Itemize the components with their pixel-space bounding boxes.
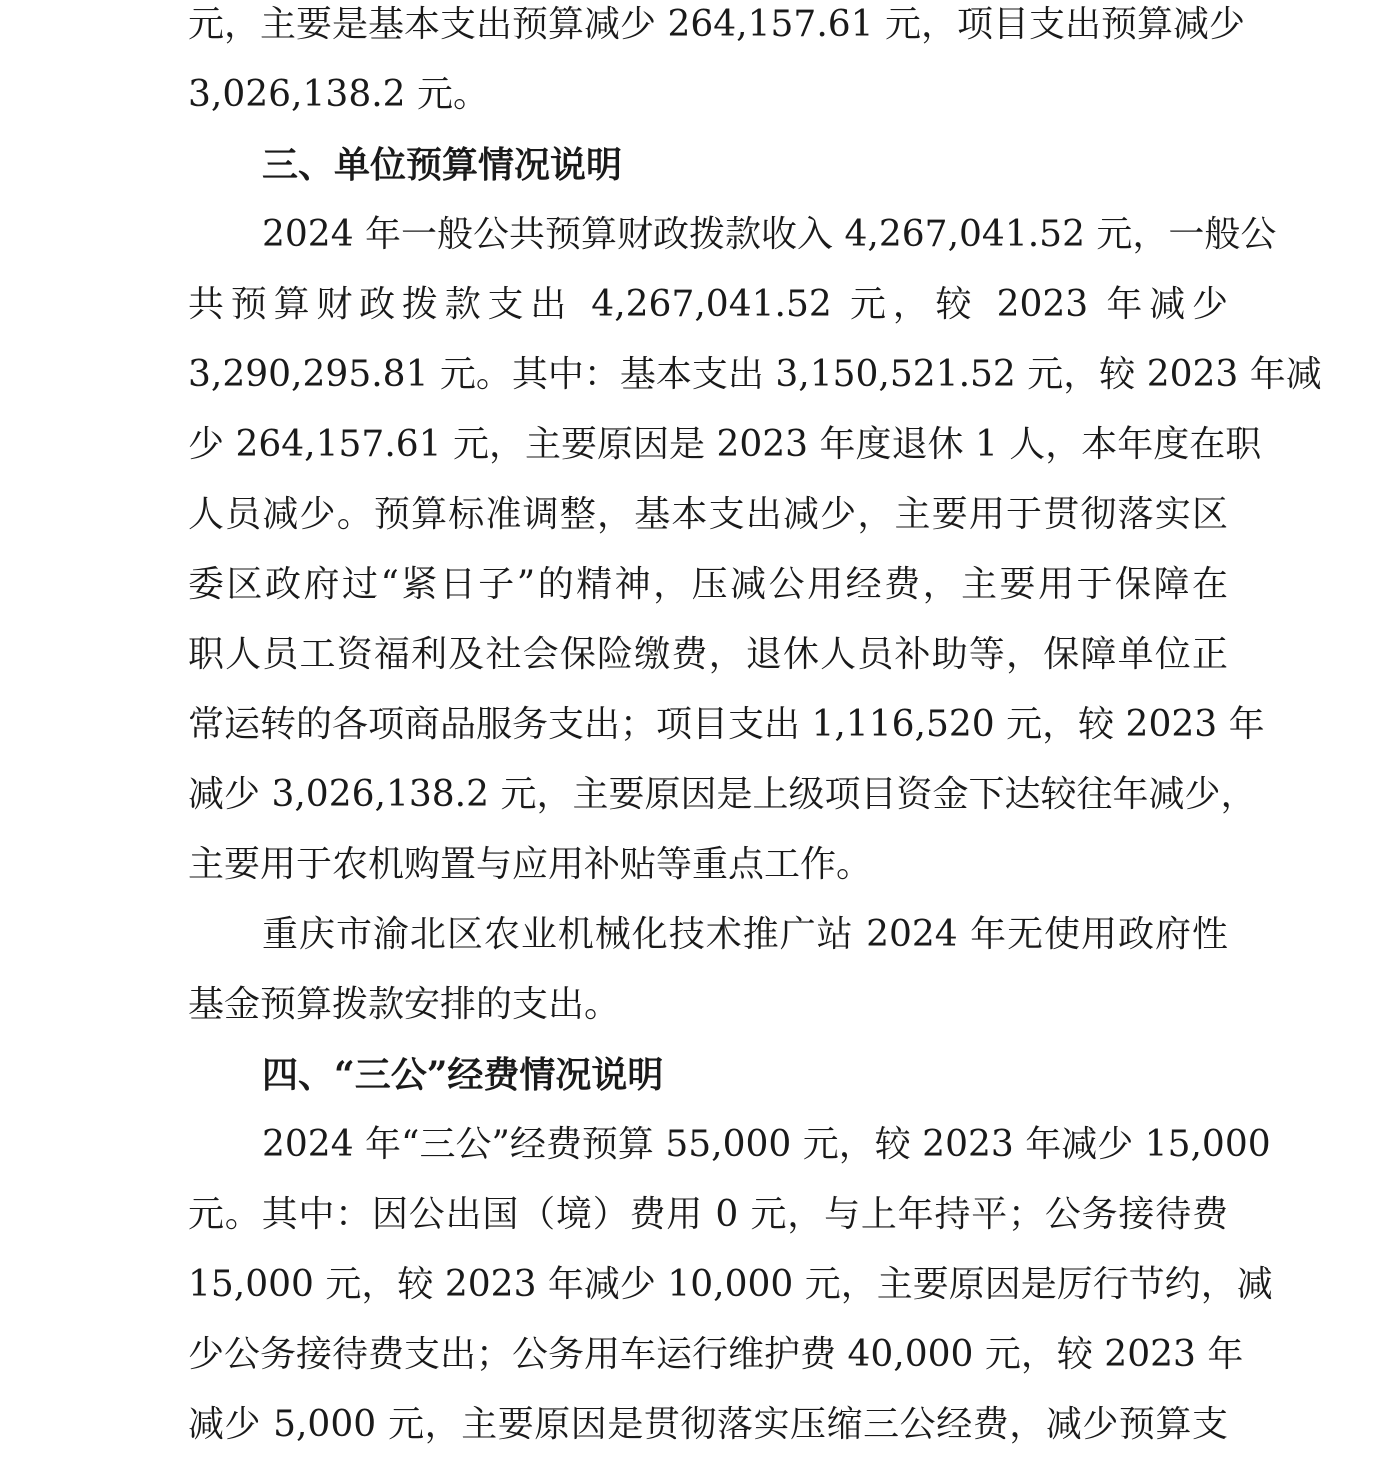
paragraph-line: 3,026,138.2 元。 — [188, 74, 490, 115]
paragraph-line: 元。其中：因公出国（境）费用 0 元，与上年持平；公务接待费 — [188, 1194, 1228, 1235]
section-heading-unit-budget: 三、单位预算情况说明 — [262, 144, 623, 186]
section-heading-three-public-expenses: 四、“三公”经费情况说明 — [262, 1054, 664, 1096]
paragraph-line: 元，主要是基本支出预算减少 264,157.61 元，项目支出预算减少 — [188, 4, 1246, 45]
paragraph-line: 主要用于农机购置与应用补贴等重点工作。 — [188, 844, 873, 885]
paragraph-line: 重庆市渝北区农业机械化技术推广站 2024 年无使用政府性 — [262, 914, 1228, 955]
paragraph-line: 常运转的各项商品服务支出；项目支出 1,116,520 元，较 2023 年 — [188, 704, 1265, 745]
paragraph-line: 少公务接待费支出；公务用车运行维护费 40,000 元，较 2023 年 — [188, 1334, 1244, 1375]
paragraph-line: 减少 3,026,138.2 元，主要原因是上级项目资金下达较往年减少， — [188, 774, 1257, 815]
paragraph-line: 3,290,295.81 元。其中：基本支出 3,150,521.52 元，较 2023 年减 — [188, 354, 1322, 395]
paragraph-line: 15,000 元，较 2023 年减少 10,000 元，主要原因是厉行节约，减 — [188, 1264, 1273, 1305]
paragraph-line: 2024 年“三公”经费预算 55,000 元，较 2023 年减少 15,000 — [262, 1124, 1271, 1165]
paragraph-line: 减少 5,000 元，主要原因是贯彻落实压缩三公经费，减少预算支 — [188, 1404, 1228, 1445]
paragraph-line: 人员减少。预算标准调整，基本支出减少，主要用于贯彻落实区 — [188, 494, 1228, 535]
paragraph-line: 基金预算拨款安排的支出。 — [188, 984, 621, 1025]
paragraph-line: 委区政府过“紧日子”的精神，压减公用经费，主要用于保障在 — [188, 564, 1228, 605]
paragraph-line: 共预算财政拨款支出 4,267,041.52 元，较 2023 年减少 — [188, 284, 1228, 325]
paragraph-line: 少 264,157.61 元，主要原因是 2023 年度退休 1 人，本年度在职 — [188, 424, 1262, 465]
paragraph-line: 2024 年一般公共预算财政拨款收入 4,267,041.52 元，一般公 — [262, 214, 1277, 255]
paragraph-line: 职人员工资福利及社会保险缴费，退休人员补助等，保障单位正 — [188, 634, 1228, 675]
